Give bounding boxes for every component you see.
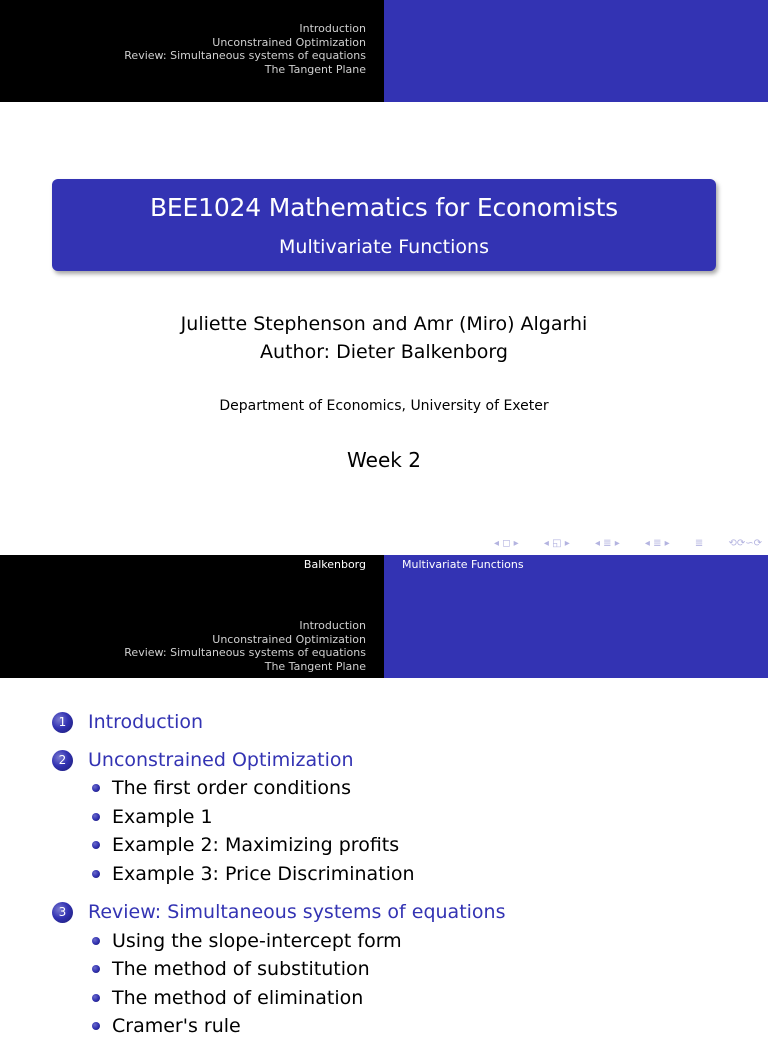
- toc-subsection-label[interactable]: The method of substitution: [112, 958, 370, 981]
- header-section-link[interactable]: The Tangent Plane: [264, 659, 366, 673]
- header-blue-panel: [384, 0, 768, 102]
- header-nav-panel: [0, 0, 384, 102]
- toc-subsection[interactable]: [92, 984, 752, 1013]
- toc-subsection-label[interactable]: Example 2: Maximizing profits: [112, 834, 400, 857]
- header-section-list: [124, 619, 366, 673]
- toc-subsection-label[interactable]: Example 1: [112, 805, 213, 828]
- bullet-icon: [92, 937, 100, 945]
- header-section-link[interactable]: Unconstrained Optimization: [212, 632, 366, 646]
- header-section-list: [124, 22, 366, 76]
- bullet-icon: [92, 813, 100, 821]
- bullet-icon: [92, 784, 100, 792]
- toc-subsection[interactable]: [92, 803, 752, 832]
- bullet-icon: [92, 841, 100, 849]
- toc-subsection[interactable]: [92, 774, 752, 803]
- header-blue-panel: [384, 577, 768, 678]
- institute: Department of Economics, University of Exeter: [219, 398, 549, 414]
- toc-subsection[interactable]: [92, 860, 752, 889]
- toc-subsection[interactable]: [92, 926, 752, 955]
- header-section-link[interactable]: Introduction: [299, 22, 366, 35]
- beamer-navigation-symbols: [494, 535, 762, 551]
- toc-subsection[interactable]: [92, 1012, 752, 1041]
- bullet-icon: [92, 965, 100, 973]
- footer-short-title: Multivariate Functions: [384, 555, 768, 577]
- original-author: Author: Dieter Balkenborg: [260, 341, 508, 363]
- toc-nav-icon[interactable]: ≣: [694, 537, 704, 549]
- header-section-link[interactable]: Review: Simultaneous systems of equations: [124, 49, 366, 63]
- slide-header: [0, 577, 768, 678]
- toc-section-label[interactable]: Unconstrained Optimization: [88, 749, 354, 771]
- presentation-title: BEE1024 Mathematics for Economists: [149, 193, 619, 222]
- toc-subsection-label[interactable]: The first order conditions: [112, 777, 351, 800]
- toc-subsection[interactable]: [92, 955, 752, 984]
- bullet-icon: [92, 870, 100, 878]
- presentation-subtitle: Multivariate Functions: [279, 236, 489, 258]
- toc-subsection-label[interactable]: Example 3: Price Discrimination: [112, 863, 415, 886]
- toc-subsection-label[interactable]: Using the slope-intercept form: [112, 929, 402, 952]
- header-nav-panel: [0, 577, 384, 678]
- date: Week 2: [347, 448, 421, 472]
- toc-section-label[interactable]: Introduction: [88, 711, 204, 733]
- footer-author: Balkenborg: [0, 555, 384, 577]
- toc-section-label[interactable]: Review: Simultaneous systems of equations: [88, 901, 506, 924]
- authors: Juliette Stephenson and Amr (Miro) Algarhi: [180, 313, 588, 335]
- section-nav-icon[interactable]: ◂ ≣ ▸: [594, 537, 620, 549]
- search-back-forward-icon[interactable]: ⟲⟳∽⟳: [728, 537, 762, 549]
- header-section-link[interactable]: Unconstrained Optimization: [212, 35, 366, 49]
- table-of-contents: [52, 708, 752, 1041]
- section-number-ball: 1: [52, 712, 73, 733]
- slide-header: [0, 0, 768, 102]
- bullet-icon: [92, 994, 100, 1002]
- section-number-ball: 2: [52, 750, 73, 771]
- toc-section[interactable]: [52, 746, 752, 774]
- header-section-link[interactable]: Review: Simultaneous systems of equations: [124, 646, 366, 660]
- bullet-icon: [92, 1022, 100, 1030]
- subsection-nav-icon[interactable]: ◂ ◱ ▸: [543, 537, 570, 549]
- toc-section[interactable]: [52, 898, 752, 926]
- section-number-ball: 3: [52, 902, 73, 923]
- outline-slide: [0, 555, 768, 1038]
- toc-subsection-label[interactable]: Cramer's rule: [112, 1015, 241, 1038]
- toc-subsection-label[interactable]: The method of elimination: [112, 986, 364, 1009]
- document-nav-icon[interactable]: ◂ ≣ ▸: [644, 537, 670, 549]
- title-box: [52, 179, 716, 271]
- toc-subsection[interactable]: [92, 831, 752, 860]
- toc-section[interactable]: [52, 708, 752, 736]
- header-section-link[interactable]: Introduction: [299, 619, 366, 632]
- header-section-link[interactable]: The Tangent Plane: [264, 62, 366, 76]
- slide-footer: [0, 555, 768, 577]
- frame-nav-icon[interactable]: ◂ ◻ ▸: [494, 537, 519, 549]
